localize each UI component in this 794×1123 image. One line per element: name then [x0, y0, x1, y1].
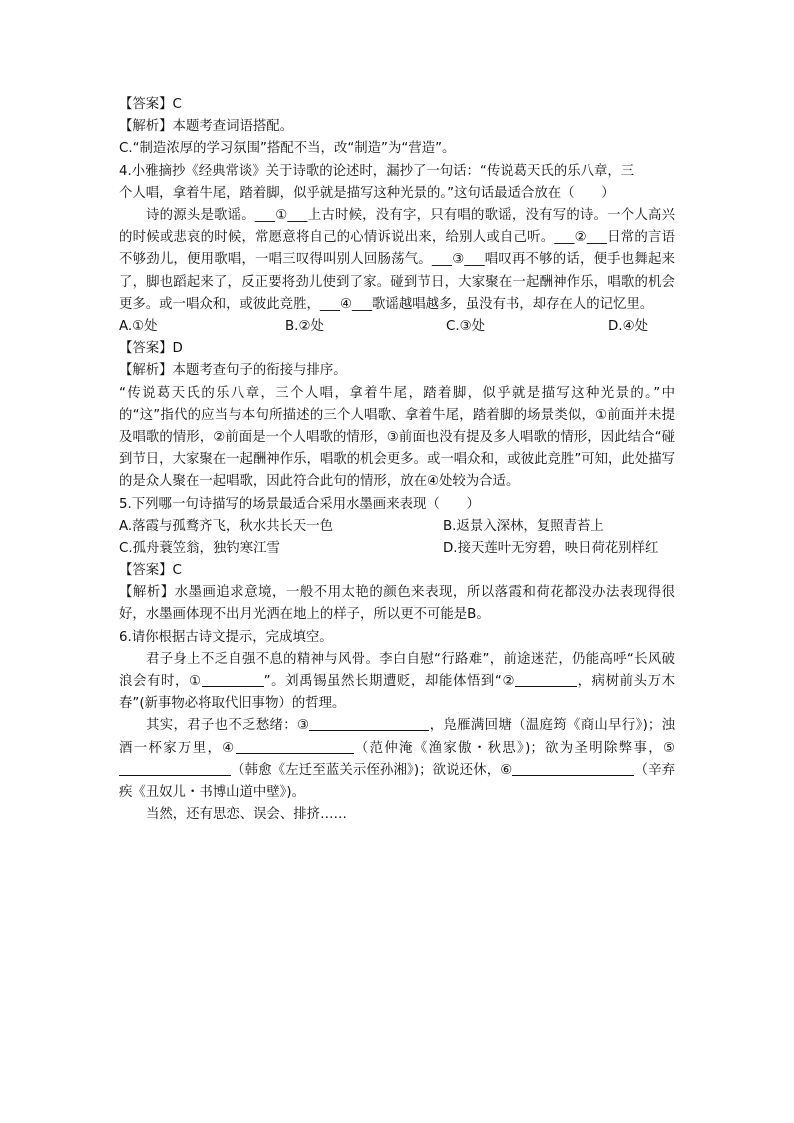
q6-paragraph-1	[119, 649, 675, 716]
q6-p1-text-c: ，病树前头万木春”(新事物必将取代旧事物）的哲理。	[119, 674, 676, 712]
q4-passage: 诗的源头是歌谣。___①___上古时候，没有字，只有唱的歌谣，没有写的诗。一个人高兴的时候或悲哀的时候，常愿意将自己的心情诉说出来，给别人或自己听。___②___日常的言语不够劲儿，便用歌唱，一唱三叹得叫别人回肠荡气。___③___唱叹再不够的话，便手也舞起来了，脚也蹈起来了，反正要将劲儿使到了家。碰到节日，大家聚在一起酬神作乐，唱歌的机会更多。或一唱众和，或彼此竞胜，___④___歌谣越唱越多，虽没有书，却存在人的记忆里。	[119, 207, 675, 312]
q6-p1-text-a: 君子身上不乏自强不息的精神与风骨。李白自慰“行路难”，前途迷茫，仍能高呼“长风破浪会有时，①	[119, 651, 675, 690]
q4-options	[119, 316, 675, 338]
q4-stem-line-2: 个人唱，拿着牛尾，踏着脚，似乎就是描写这种光景的。”这句话最适合放在（ ）	[119, 185, 615, 201]
blank-5[interactable]	[119, 760, 231, 776]
blank-6[interactable]	[512, 760, 634, 776]
q4-option-d[interactable]: D.④处	[608, 318, 648, 334]
q6-p2-text-e: ⑥	[500, 762, 513, 778]
blank-2[interactable]	[515, 671, 577, 687]
q5-stem: 5.下列哪一句诗描写的场景最适合采用水墨画来表现（ ）	[119, 496, 480, 512]
q4-option-b[interactable]: B.②处	[285, 318, 324, 334]
q3-answer: 【答案】C	[119, 97, 182, 112]
q5-option-a[interactable]: A.落霞与孤鹜齐飞，秋水共长天一色	[119, 518, 334, 534]
q5-option-b[interactable]: B.返景入深林，复照青苔上	[443, 518, 604, 534]
q6-p2-text-d: （韩愈《左迁至蓝关示侄孙湘》)；欲说还休，	[231, 762, 501, 778]
q5-options-row-2	[119, 538, 675, 560]
q4-analysis-title: 【解析】本题考查句子的衔接与排序。	[119, 363, 347, 379]
q4-stem-line-1: 4.小雅摘抄《经典常谈》关于诗歌的论述时，漏抄了一句话：“传说葛天氏的乐八章，三	[119, 163, 635, 179]
q6-stem: 6.请你根据古诗文提示，完成填空。	[119, 629, 333, 645]
q6-p2-text-c: （范仲淹《渔家傲・秋思》)；欲为圣明除弊事，⑤	[353, 740, 675, 756]
q5-analysis: 【解析】水墨画追求意境，一般不用太艳的颜色来表现，所以落霞和荷花都没办法表现得很好，水墨画体现不出月光洒在地上的样子，所以更不可能是B。	[119, 585, 675, 623]
q6-paragraph-3: 当然，还有思恋、误会、排挤……	[146, 807, 347, 823]
q6-p2-text-b: ，凫雁满回塘（温庭筠《商山早行》)；浊酒一杯家万里，④	[119, 718, 675, 756]
q5-option-c[interactable]: C.孤舟蓑笠翁，独钓寒江雪	[119, 540, 280, 556]
q4-analysis-detail: “传说葛天氏的乐八章，三个人唱，拿着牛尾，踏着脚，似乎就是描写这种光景的。”中的“这”指代的应当与本句所描述的三个人唱歌、拿着牛尾，踏着脚的场景类似，①前面并未提及唱歌的情形，②前面是一个人唱歌的情形，③前面也没有提及多人唱歌的情形，因此结合“碰到节日，大家聚在一起酬神作乐，唱歌的机会更多。或一唱众和，或彼此竞胜”可知，此处描写的是众人聚在一起唱歌，因此符合此句的情形，放在④处较为合适。	[119, 385, 675, 490]
q4-answer: 【答案】D	[119, 341, 183, 357]
q4-option-c[interactable]: C.③处	[446, 318, 486, 334]
q4-option-a[interactable]: A.①处	[119, 318, 158, 334]
blank-1[interactable]	[202, 671, 264, 687]
q6-p2-text-f: （辛弃疾《丑奴儿・书博山道中壁》)。	[119, 762, 675, 801]
q3-analysis-detail: C.“制造浓厚的学习氛围”搭配不当，改“制造”为“营造”。	[119, 141, 456, 157]
blank-3[interactable]	[309, 715, 429, 731]
q6-p2-text-a: 其实，君子也不乏愁绪：③	[146, 718, 310, 734]
q5-answer: 【答案】C	[119, 563, 182, 579]
q5-options-row-1	[119, 516, 675, 538]
blank-4[interactable]	[236, 738, 354, 754]
q6-paragraph-2	[119, 715, 675, 804]
q6-p1-text-b: ”。刘禹锡虽然长期遭贬，却能体悟到“②	[263, 674, 516, 690]
document-page	[119, 94, 675, 826]
q3-analysis-title: 【解析】本题考查词语搭配。	[119, 119, 294, 135]
q5-option-d[interactable]: D.接天莲叶无穷碧，映日荷花别样红	[443, 540, 659, 556]
